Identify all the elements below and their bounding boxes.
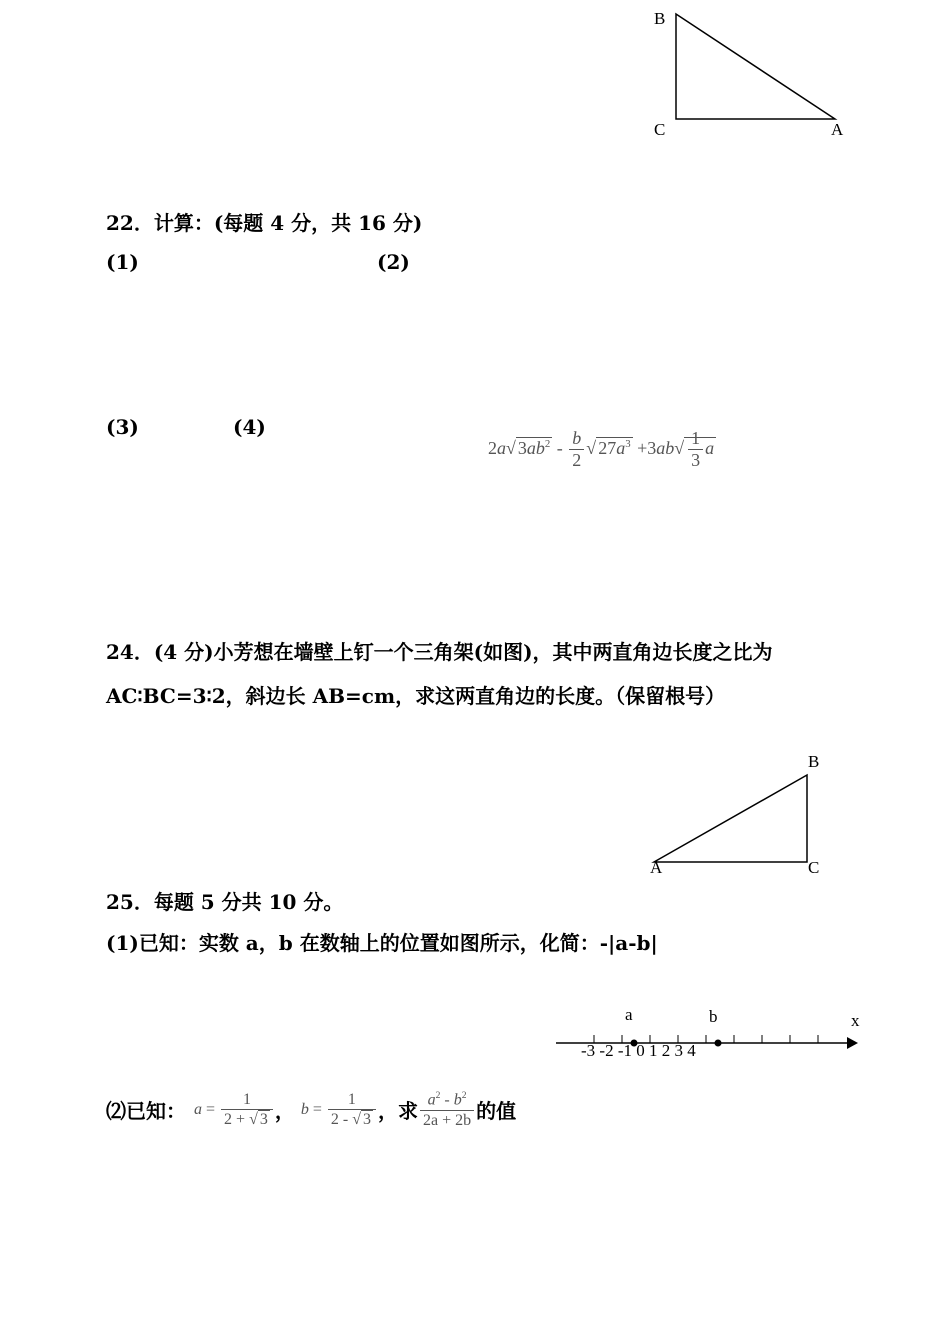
number-line-arrow bbox=[847, 1037, 858, 1049]
tick-label: 3 bbox=[674, 1041, 684, 1060]
q22-part-1: (1) bbox=[106, 250, 139, 274]
number-line-tick-labels bbox=[581, 1041, 696, 1061]
tick-label: -1 bbox=[617, 1041, 633, 1060]
number-line-axis-label: x bbox=[851, 1011, 860, 1030]
number-line-point-b-label: b bbox=[709, 1007, 718, 1026]
tick-label: 2 bbox=[661, 1041, 671, 1060]
a-definition: a = $\frac{1}{2 + √ 3}$ bbox=[194, 1091, 275, 1130]
tick-label: -2 bbox=[599, 1041, 614, 1060]
q24-triangle bbox=[654, 775, 807, 862]
q24-line-2: AC∶BC=3∶2，斜边长 AB=cm，求这两直角边的长度。（保留根号） bbox=[106, 684, 726, 708]
q25-heading: 25．每题 5 分共 10 分。 bbox=[106, 890, 344, 914]
top-triangle-label-c: C bbox=[654, 120, 666, 139]
point-b-dot bbox=[715, 1040, 722, 1047]
top-triangle-label-b: B bbox=[654, 9, 666, 28]
q24-line-1: 24．(4 分)小芳想在墙壁上钉一个三角架(如图)，其中两直角边长度之比为 bbox=[106, 640, 773, 664]
q22-part-2: (2) bbox=[377, 250, 410, 274]
q25-part-1: (1)已知：实数 a，b 在数轴上的位置如图所示，化简：-|a-b| bbox=[106, 931, 658, 955]
target-expression: $\frac{a^2 - b^2}{2a + 2b}$ bbox=[418, 1090, 476, 1130]
tick-label: 1 bbox=[649, 1041, 658, 1060]
tick-label: -3 bbox=[581, 1041, 596, 1060]
q22-part-4: (4) bbox=[233, 415, 266, 439]
tick-label: 4 bbox=[687, 1041, 696, 1060]
top-triangle bbox=[676, 14, 835, 119]
top-triangle-label-a: A bbox=[831, 120, 844, 139]
tick-label: 0 bbox=[636, 1041, 645, 1060]
number-line-point-a-label: a bbox=[625, 1005, 633, 1024]
q22-heading: 22．计算：(每题 4 分，共 16 分) bbox=[106, 211, 423, 235]
q25-part-2-prefix: ⑵已知： bbox=[106, 1099, 186, 1124]
q24-triangle-label-a: A bbox=[650, 858, 663, 877]
q25-part-2-suffix: 的值 bbox=[476, 1099, 517, 1124]
q24-triangle-label-c: C bbox=[808, 858, 820, 877]
q22-part-3: (3) bbox=[106, 415, 139, 439]
b-definition: b = $\frac{1}{2 - √ 3}$ bbox=[301, 1091, 378, 1130]
q25-part-2: ⑵已知： a = $\frac{1}{2 + √ 3}$ ， b = $\frac{1}{2 - √ 3}$ ，求 $\frac{a^2 - b^2}{2a + 2b}$ 的值 bbox=[106, 1090, 517, 1129]
q24-triangle-label-b: B bbox=[808, 752, 820, 771]
q22-expression: 2a√ $3ab^2$ - $\frac{b}{2}$ √ $27a^3 +3ab√$ $\frac{1}{3}$ a bbox=[488, 428, 715, 470]
top-triangle-figure bbox=[640, 0, 880, 150]
